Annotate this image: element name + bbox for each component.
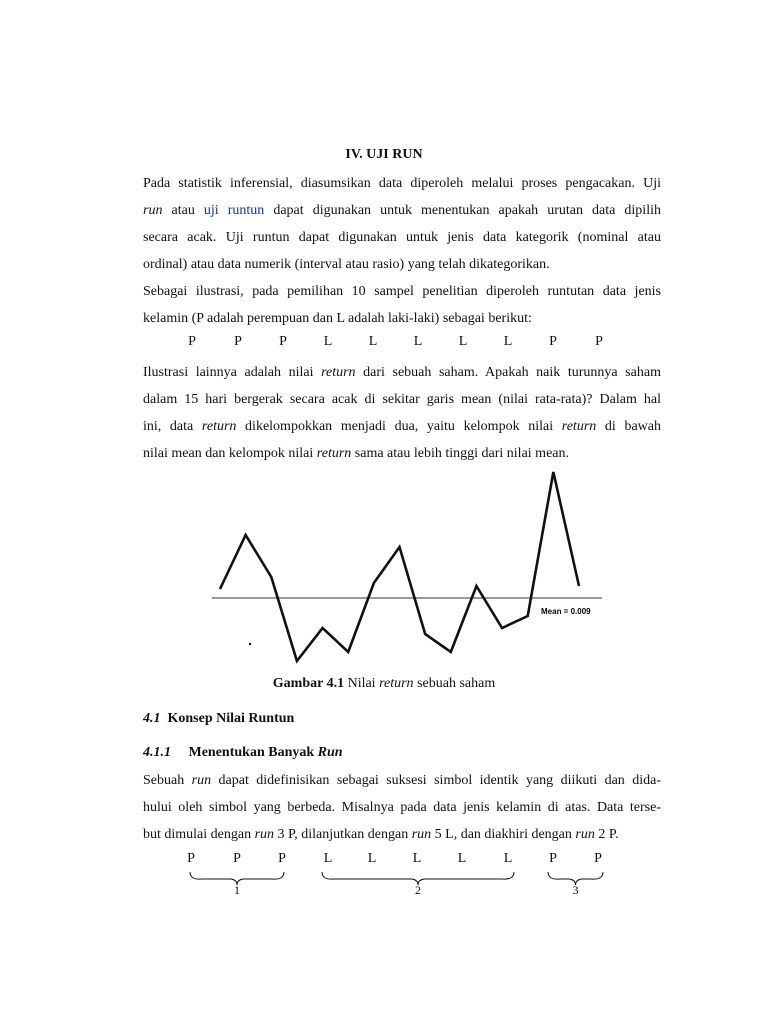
run-label: 2 <box>415 883 421 897</box>
run-letter: P <box>278 851 286 866</box>
run-def-line-2: hului oleh simbol yang berbeda. Misalnya pada data jenis kelamin di atas. Data terse- <box>143 800 661 815</box>
sequence-letter: P <box>279 334 287 349</box>
chapter-heading: IV. UJI RUN <box>345 147 423 162</box>
run-letter: L <box>323 851 333 866</box>
run-letter: P <box>187 851 195 866</box>
sequence-letter: P <box>595 334 603 349</box>
sequence-letter: L <box>413 334 423 349</box>
intro-line-3: secara acak. Uji runtun dapat digunakan untuk jenis data kategorik (nominal atau <box>143 230 661 245</box>
sequence-letter: P <box>188 334 196 349</box>
uji-runtun-link[interactable]: uji runtun <box>203 203 265 218</box>
sequence-letter: L <box>458 334 468 349</box>
run-def-line-3: but dimulai dengan run 3 P, dilanjutkan dengan run 5 L, dan diakhiri dengan run 2 P. <box>143 827 619 842</box>
intro-line-2: run atau uji runtun dapat digunakan untuk menentukan apakah urutan data dipilih <box>143 203 661 218</box>
run-letter: L <box>367 851 377 866</box>
section-heading-4-1: 4.1 Konsep Nilai Runtun <box>143 711 295 726</box>
sequence-letter: L <box>503 334 513 349</box>
illustration-line-1: Sebagai ilustrasi, pada pemilihan 10 sampel penelitian diperoleh runtutan data jenis <box>143 284 661 299</box>
return-line-4: nilai mean dan kelompok nilai return sama atau lebih tinggi dari nilai mean. <box>143 446 569 461</box>
run-letter: L <box>412 851 422 866</box>
intro-line-4: ordinal) atau data numerik (interval atau rasio) yang telah dikategorikan. <box>143 257 550 272</box>
illustration-line-2: kelamin (P adalah perempuan dan L adalah laki-laki) sebagai berikut: <box>143 311 532 326</box>
run-letter: P <box>233 851 241 866</box>
run-label: 3 <box>572 883 579 897</box>
run-def-line-1: Sebuah run dapat didefinisikan sebagai suksesi simbol identik yang diikuti dan dida- <box>143 773 662 788</box>
mean-annotation: Mean = 0.009 <box>541 607 591 616</box>
sequence-letter: P <box>234 334 242 349</box>
run-letter: P <box>549 851 557 866</box>
sequence-letter: L <box>323 334 333 349</box>
return-line-2: dalam 15 hari bergerak secara acak di sekitar garis mean (nilai rata-rata)? Dalam hal <box>143 392 661 407</box>
run-letter: L <box>457 851 467 866</box>
run-label: 1 <box>234 883 240 897</box>
return-line-3: ini, data return dikelompokkan menjadi dua, yaitu kelompok nilai return di bawah <box>143 419 662 434</box>
sequence-letter: P <box>549 334 557 349</box>
section-heading-4-1-1: 4.1.1 Menentukan Banyak Run <box>143 745 343 760</box>
intro-line-1: Pada statistik inferensial, diasumsikan data diperoleh melalui proses pengacakan. Uji <box>143 176 661 191</box>
figure-caption: Gambar 4.1 Nilai return sebuah saham <box>272 676 496 691</box>
sequence-letter: L <box>368 334 378 349</box>
run-letter: P <box>594 851 602 866</box>
return-line-1: Ilustrasi lainnya adalah nilai return dari sebuah saham. Apakah naik turunnya saham <box>143 365 661 380</box>
run-letter: L <box>503 851 513 866</box>
italic-run: run <box>143 203 163 218</box>
